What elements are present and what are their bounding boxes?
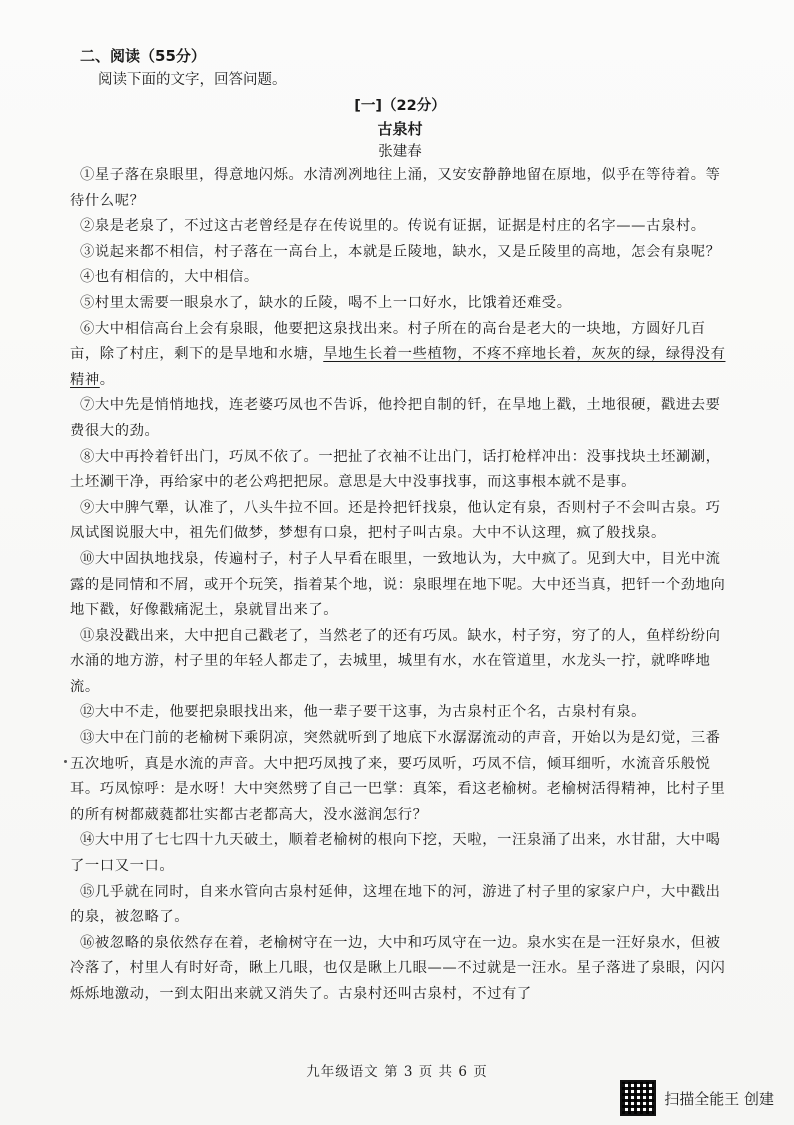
paragraph-3: ③说起来都不相信，村子落在一高台上，本就是丘陵地，缺水，又是丘陵里的高地，怎会有泉呢？ — [80, 243, 721, 260]
paragraph-11: ⑪泉没戳出来，大中把自己戳老了，当然老了的还有巧凤。缺水，村子穷，穷了的人，鱼样纷纷向水涌的地方游，村子里的年轻人都走了，去城里，城里有水，水在管道里，水龙头一拧，就哗哗地流。 — [70, 627, 721, 695]
watermark-text: 扫描全能王 创建 — [664, 1089, 774, 1108]
paragraph-9: ⑨大中脾气犟，认准了，八头牛拉不回。还是拎把钎找泉，他认定有泉，否则村子不会叫古泉。巧凤试图说服大中，祖先们做梦，梦想有口泉，把村子叫古泉。大中不认这理，疯了般找泉。 — [70, 499, 721, 542]
paragraph-10: ⑩大中固执地找泉，传遍村子，村子人早看在眼里，一致地认为，大中疯了。见到大中，目光中流露的是同情和不屑，或开个玩笑，指着某个地，说：泉眼埋在地下呢。大中还当真，把钎一个劲地向地下戳，好像戳痛泥土，泉就冒出来了。 — [70, 550, 726, 619]
paragraph-13: ⑬大中在门前的老榆树下乘阴凉，突然就听到了地底下水潺潺流动的声音，开始以为是幻觉，三番五次地听，真是水流的声音。大中把巧凤拽了来，要巧凤听，巧凤不信，倾耳细听，水流音乐般悦耳。巧凤惊呼：是水呀！大中突然劈了自己一巴掌：真笨，看这老榆树。老榆树活得精神，比村子里的所有树都葳蕤都壮实都古老都高大，没水滋润怎行？ — [70, 730, 726, 823]
scanner-watermark — [620, 1080, 774, 1116]
section-instruction: 阅读下面的文字，回答问题。 — [98, 72, 287, 88]
part-title: [一]（22分） — [354, 98, 446, 114]
paragraph-14: ⑭大中用了七七四十九天破土，顺着老榆树的根向下挖，天啦，一汪泉涌了出来，水甘甜，大中喝了一口又一口。 — [70, 832, 721, 875]
paragraph-2: ②泉是老泉了，不过这古老曾经是存在传说里的。传说有证据，证据是村庄的名字——古泉村。 — [80, 218, 706, 235]
scan-speck — [64, 760, 67, 763]
essay-body — [70, 163, 730, 1008]
essay-author: 张建春 — [378, 144, 422, 160]
paragraph-5: ⑤村里太需要一眼泉水了，缺水的丘陵，喝不上一口好水，比饿着还难受。 — [80, 294, 572, 311]
underlined-sentence: 旱地生长着一些植物，不疼不痒地长着，灰灰的绿，绿得没有精神 — [70, 346, 726, 388]
page-footer: 九年级语文 第 3 页 共 6 页 — [306, 1064, 488, 1080]
page-content — [70, 44, 730, 1008]
paragraph-15: ⑮几乎就在同时，自来水管向古泉村延伸，这埋在地下的河，游进了村子里的家家户户，大中戳出的泉，被忽略了。 — [70, 883, 721, 926]
paragraph-4: ④也有相信的，大中相信。 — [80, 269, 259, 286]
paragraph-12: ⑫大中不走，他要把泉眼找出来，他一辈子要干这事，为古泉村正个名，古泉村有泉。 — [80, 704, 647, 721]
section-title: 二、阅读（55分） — [80, 47, 206, 65]
paragraph-6: ⑥大中相信高台上会有泉眼，他要把这泉找出来。村子所在的高台是老大的一块地，方圆好几百亩，除了村庄，剩下的是旱地和水塘，旱地生长着一些植物，不疼不痒地长着，灰灰的绿，绿得没有精神。 — [70, 320, 726, 388]
paragraph-16: ⑯被忽略的泉依然存在着，老榆树守在一边，大中和巧凤守在一边。泉水实在是一汪好泉水，但被冷落了，村里人有时好奇，瞅上几眼，也仅是瞅上几眼——不过就是一汪水。星子落进了泉眼，闪闪烁烁地激动，一到太阳出来就又消失了。古泉村还叫古泉村，不过有了 — [70, 934, 726, 1002]
qr-code-icon — [620, 1080, 656, 1116]
paragraph-7: ⑦大中先是悄悄地找，连老婆巧凤也不告诉，他拎把自制的钎，在旱地上戳，土地很硬，戳进去要费很大的劲。 — [70, 397, 721, 439]
paragraph-1: ①星子落在泉眼里，得意地闪烁。水清冽冽地往上涌，又安安静静地留在原地，似乎在等待着。等待什么呢？ — [70, 167, 721, 209]
essay-title: 古泉村 — [377, 120, 423, 138]
paragraph-8: ⑧大中再拎着钎出门，巧凤不依了。一把扯了衣袖不让出门，话打枪样冲出：没事找块土坯涮涮，土坯涮干净，再给家中的老公鸡把把尿。意思是大中没事找事，而这事根本就不是事。 — [70, 448, 721, 491]
